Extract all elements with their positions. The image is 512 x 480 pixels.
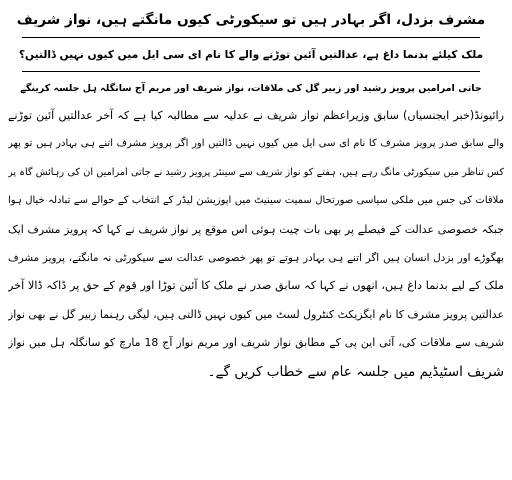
article-body (8, 102, 504, 386)
headline-main: مشرف بزدل، اگر بہادر ہیں تو سیکورٹی کیوں مانگتے ہیں، نواز شریف (16, 12, 486, 28)
body-line: کس تناظر میں سیکورٹی مانگ رہے ہیں، ہفتے کو نواز شریف سے سینئر پرویز رشید نے جاتی امرامیں ان کی رہائش گاہ پر (8, 166, 504, 178)
body-line: رائیونڈ(خبر ایجنسیاں) سابق وزیراعظم نواز شریف نے عدلیہ سے مطالبہ کیا ہے کہ آخر عدالتیں آئین توڑنے (8, 109, 504, 122)
body-line: جبکہ خصوصی عدالت کے فیصلے پر بھی بات چیت ہوئی اس موقع پر نواز شریف نے کہا کہ پرویز مشرف ایک (8, 222, 504, 236)
body-line: ملاقات کی جس میں ملکی سیاسی صورتحال سمیت سینیٹ میں اپوزیشن لیڈر کے انتخاب کے حوالے سے تبادلہ خیال ہوا (8, 195, 504, 207)
headline-tertiary: جاتی امرامیں پرویز رشید اور زبیر گل کی ملاقات، نواز شریف اور مریم آج سانگلہ ہل جلسہ کرینگے (20, 83, 482, 94)
headline-block (16, 4, 486, 105)
headline-secondary: ملک کیلئے بدنما داغ ہے، عدالتیں آئین توڑنے والے کا نام ای سی ایل میں کیوں نہیں ڈالتیں؟ (18, 48, 484, 61)
body-line: ملک کے لیے بدنما داغ ہیں، انھوں نے کہا کہ سابق صدر نے ملک کا آئین توڑا اور قوم کے حق پر ڈاکہ ڈالا آخر (8, 279, 504, 293)
body-line: بھگوڑے اور بزدل انسان ہیں اگر اتنے ہی بہادر ہوتے تو پھر خصوصی عدالت سے سیکورٹی نہ مانگتے، پرویز مشرف (8, 251, 504, 264)
body-line: شریف سے ملاقات کی، آئی این پی کے مطابق نواز شریف اور مریم نواز آج 18 مارچ کو سانگلہ ہل میں نواز (8, 336, 504, 350)
body-line: شریف اسٹیڈیم میں جلسہ عام سے خطاب کریں گے۔ (207, 363, 504, 380)
body-line: والے سابق صدر پرویز مشرف کا نام ای سی ایل میں کیوں نہیں ڈالتیں اور اگر پرویز مشرف اتنے ہی بہادر ہیں تو پھر (8, 138, 504, 150)
body-line: عدالتیں پرویز مشرف کا نام ایگزیکٹ کنٹرول لسٹ میں کیوں نہیں ڈالتی ہیں، لیگی رہنما زبیر گل نے بھی نواز (8, 307, 504, 321)
